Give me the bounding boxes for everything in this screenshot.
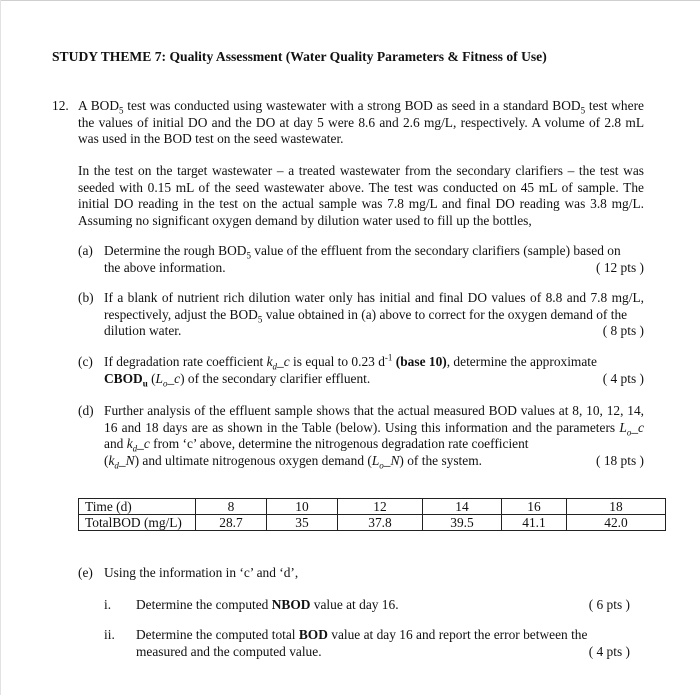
part-d-points: ( 18 pts ) bbox=[596, 452, 644, 468]
part-d-label: (d) bbox=[78, 403, 94, 418]
table-cell: 8 bbox=[196, 499, 267, 515]
part-b-points: ( 8 pts ) bbox=[602, 323, 644, 339]
table-cell: 41.1 bbox=[502, 515, 567, 531]
intro-paragraph-1: A $BOD_5$ test was conducted using wastewater with a strong BOD as seed in a standard $BOD_5$ test where the values of initial DO and the DO at day 5 were 8.6 and 2.6 mg/L, respectively. A volume of 2.8 mL was used in the BOD test on the seed wastewater. bbox=[78, 98, 644, 147]
subpart-ii-text: Determine the computed total BOD value at day 16 and report the error between the measured and the computed value. ( 4 pts ) bbox=[136, 627, 630, 659]
table-header-bod: TotalBOD (mg/L) bbox=[79, 515, 196, 531]
part-e-text: Using the information in ‘c’ and ‘d’, bbox=[104, 565, 299, 580]
subpart-i-points: ( 6 pts ) bbox=[588, 597, 630, 612]
subpart-i-post: value at day 16. bbox=[310, 597, 399, 612]
page-border-left bbox=[0, 0, 1, 695]
part-b-text: If a blank of nutrient rich dilution water only has initial and final DO values of 8.8 and 7.8 mg/L, respectively, adjust the $BOD_5$ value obtained in (a) above to correct for the oxygen demand of the dilution water. ( 8 pts ) bbox=[104, 290, 644, 339]
table-cell: 37.8 bbox=[338, 515, 423, 531]
bod-data-table bbox=[78, 498, 666, 531]
subpart-i-label: i. bbox=[104, 597, 112, 612]
table-cell: 10 bbox=[267, 499, 338, 515]
table-cell: 18 bbox=[567, 499, 666, 515]
subpart-i-bold: NBOD bbox=[271, 597, 311, 612]
part-c-label: (c) bbox=[78, 354, 93, 369]
question-number: 12. bbox=[52, 98, 69, 113]
page-title: STUDY THEME 7: Quality Assessment (Water Quality Parameters & Fitness of Use) bbox=[52, 49, 547, 64]
table-cell: 14 bbox=[423, 499, 502, 515]
table-header-time: Time (d) bbox=[79, 499, 196, 515]
part-a-label: (a) bbox=[78, 243, 93, 258]
table-cell: 12 bbox=[338, 499, 423, 515]
part-b-label: (b) bbox=[78, 290, 94, 305]
subpart-i-pre: Determine the computed bbox=[136, 597, 272, 612]
table-cell: 42.0 bbox=[567, 515, 666, 531]
subpart-ii-label: ii. bbox=[104, 627, 115, 642]
part-c-text: If degradation rate coefficient $k_d\_c$ is equal to 0.23 $d^{-1}$ (base 10), determine the approximate $CBOD_u$ $(L_o\_c)$ of the secondary clarifier effluent. ( 4 pts ) bbox=[104, 352, 644, 389]
table-cell: 35 bbox=[267, 515, 338, 531]
table-cell: 16 bbox=[502, 499, 567, 515]
table-cell: 39.5 bbox=[423, 515, 502, 531]
subpart-ii-points: ( 4 pts ) bbox=[588, 643, 630, 659]
intro-paragraph-2: In the test on the target wastewater – a treated wastewater from the secondary clarifiers – the test was seeded with 0.15 mL of the seed wastewater above. The test was conducted on 45 mL of sample. The initial DO reading in the test on the actual sample was 7.8 mg/L and final DO reading was 3.8 mg/L. Assuming no significant oxygen demand by dilution water used to fill up the bottles, bbox=[78, 163, 644, 228]
table-row-time bbox=[79, 499, 666, 515]
part-a-points: ( 12 pts ) bbox=[596, 259, 644, 275]
subpart-ii-bold: BOD bbox=[298, 627, 328, 642]
subpart-i-text bbox=[136, 597, 630, 614]
part-a-text: Determine the rough $BOD_5$ value of the effluent from the secondary clarifiers (sample) based on the above information. ( 12 pts ) bbox=[104, 243, 644, 275]
page-border-top bbox=[0, 0, 700, 1]
table-row-bod bbox=[79, 515, 666, 531]
table-cell: 28.7 bbox=[196, 515, 267, 531]
part-d-text: Further analysis of the effluent sample shows that the actual measured BOD values at 8, 10, 12, 14, 16 and 18 days are as shown in the Table (below). Using this information and the parameters $L_o\_c$ and $k_d\_c$ from ‘c’ above, determine the nitrogenous degradation rate coefficient $(k_d\_N)$ and ultimate nitrogenous oxygen demand $(L_o\_N)$ of the system. ( 18 pts ) bbox=[104, 403, 644, 471]
part-e-label: (e) bbox=[78, 565, 93, 580]
part-c-points: ( 4 pts ) bbox=[602, 370, 644, 386]
